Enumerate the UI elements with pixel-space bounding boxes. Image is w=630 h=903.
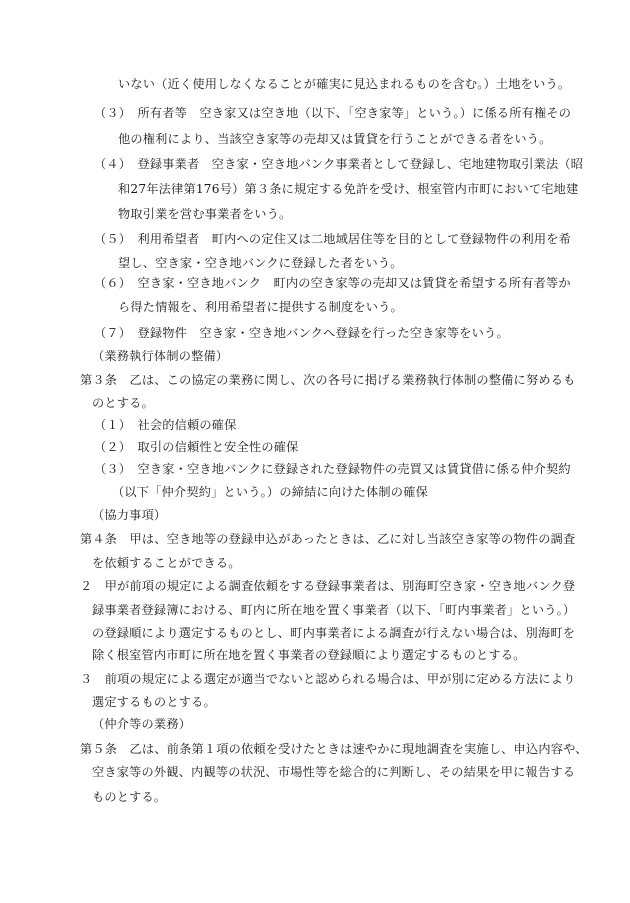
- paragraph-line: ２ 甲が前項の規定による調査依頼をする登録事業者は、別海町空き家・空き地バンク登: [80, 579, 576, 593]
- text-line: 物取引業を営む事業者をいう。: [118, 207, 292, 221]
- text-line: ものとする。: [92, 790, 167, 804]
- text-line: （３） 所有者等 空き家又は空き地（以下、「空き家等」という。）に係る所有権その: [94, 106, 572, 120]
- text-line: （３） 空き家・空き地バンクに登録された登録物件の売買又は賃貸借に係る仲介契約: [94, 462, 571, 476]
- text-line: 選定するものとする。: [92, 695, 216, 709]
- text-line: 録事業者登録簿における、町内に所在地を置く事業者（以下、「町内事業者」という。）: [92, 603, 576, 617]
- text-line: 望し、空き家・空き地バンクに登録した者をいう。: [118, 256, 403, 270]
- text-line: （４） 登録事業者 空き家・空き地バンク事業者として登録し、宅地建物取引業法（昭: [94, 157, 584, 171]
- article-line: 第５条 乙は、前条第１項の依頼を受けたときは速やかに現地調査を実施し、申込内容や、: [80, 742, 588, 756]
- text-line: （７） 登録物件 空き家・空き地バンクへ登録を行った空き家等をいう。: [94, 326, 509, 340]
- text-line: いない（近く使用しなくなることが確実に見込まれるものを含む。）土地をいう。: [118, 77, 571, 91]
- article-line: 第４条 甲は、空き地等の登録申込があったときは、乙に対し当該空き家等の物件の調査: [80, 532, 576, 546]
- article-line: 第３条 乙は、この協定の業務に関し、次の各号に掲げる業務執行体制の整備に努めるも: [80, 373, 576, 387]
- text-line: 除く根室管内市町に所在地を置く事業者の登録順により選定するものとする。: [92, 648, 526, 662]
- text-line: を依頼することができる。: [92, 556, 241, 570]
- text-line: のとする。: [92, 396, 154, 410]
- text-line: 空き家等の外観、内観等の状況、市場性等を総合的に判断し、その結果を甲に報告する: [92, 765, 576, 779]
- section-heading: （業務執行体制の整備）: [92, 349, 229, 363]
- text-line: ら得た情報を、利用希望者に提供する制度をいう。: [118, 300, 403, 314]
- section-heading: （協力事項）: [92, 508, 167, 522]
- paragraph-line: ３ 前項の規定による選定が適当でないと認められる場合は、甲が別に定める方法により: [80, 672, 576, 686]
- text-line: （１） 社会的信頼の確保: [94, 418, 237, 432]
- text-line: 和27年法律第176号）第３条に規定する免許を受け、根室管内市町において宅地建: [118, 182, 579, 196]
- text-line: の登録順により選定するものとし、町内事業者による調査が行えない場合は、別海町を: [92, 626, 576, 640]
- section-heading: （仲介等の業務）: [92, 717, 192, 731]
- text-line: （５） 利用希望者 町内への定住又は二地域居住等を目的として登録物件の利用を希: [94, 232, 572, 246]
- text-line: （６） 空き家・空き地バンク 町内の空き家等の売却又は賃貸を希望する所有者等か: [94, 276, 571, 290]
- text-line: 他の権利により、当該空き家等の売却又は賃貸を行うことができる者をいう。: [118, 132, 552, 146]
- text-line: （以下「仲介契約」という。）の締結に向けた体制の確保: [112, 485, 428, 499]
- text-line: （２） 取引の信頼性と安全性の確保: [94, 440, 299, 454]
